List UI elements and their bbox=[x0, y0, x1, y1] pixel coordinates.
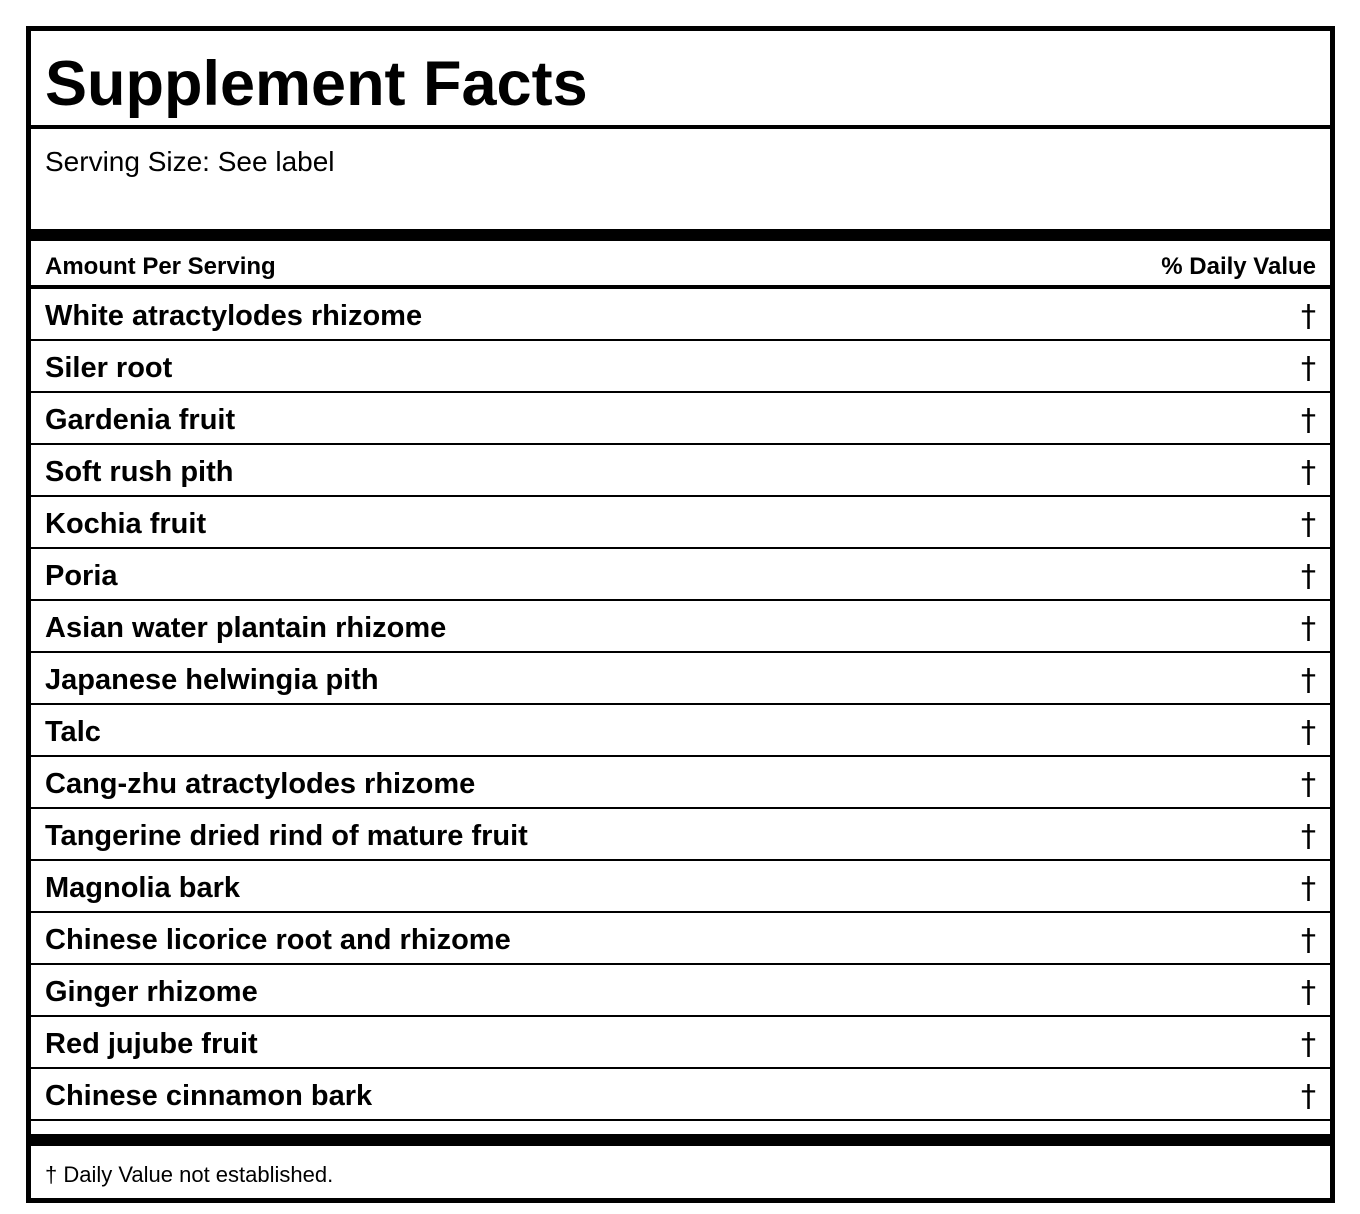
dagger-daily-value: † bbox=[1301, 767, 1316, 802]
ingredient-name: Soft rush pith bbox=[45, 456, 234, 488]
ingredient-row bbox=[31, 757, 1330, 809]
ingredient-name: Chinese licorice root and rhizome bbox=[45, 924, 511, 956]
dagger-daily-value: † bbox=[1301, 923, 1316, 958]
ingredient-name: Red jujube fruit bbox=[45, 1028, 258, 1060]
ingredient-name: Chinese cinnamon bark bbox=[45, 1080, 373, 1112]
ingredient-name: Tangerine dried rind of mature fruit bbox=[45, 820, 528, 852]
ingredient-row bbox=[31, 653, 1330, 705]
ingredient-name: White atractylodes rhizome bbox=[45, 300, 423, 332]
ingredient-row bbox=[31, 861, 1330, 913]
dagger-daily-value: † bbox=[1301, 455, 1316, 490]
dagger-daily-value: † bbox=[1301, 819, 1316, 854]
daily-value-header: % Daily Value bbox=[1161, 253, 1316, 280]
ingredient-row bbox=[31, 1017, 1330, 1069]
ingredient-row bbox=[31, 809, 1330, 861]
dagger-daily-value: † bbox=[1301, 871, 1316, 906]
ingredient-name: Gardenia fruit bbox=[45, 404, 236, 436]
ingredient-name: Japanese helwingia pith bbox=[45, 664, 379, 696]
dagger-daily-value: † bbox=[1301, 507, 1316, 542]
dagger-daily-value: † bbox=[1301, 663, 1316, 698]
dagger-daily-value: † bbox=[1301, 1027, 1316, 1062]
panel-title: Supplement Facts bbox=[45, 49, 588, 119]
ingredient-name: Siler root bbox=[45, 352, 173, 384]
dagger-daily-value: † bbox=[1301, 559, 1316, 594]
ingredient-row bbox=[31, 705, 1330, 757]
ingredient-name: Cang-zhu atractylodes rhizome bbox=[45, 768, 476, 800]
dagger-daily-value: † bbox=[1301, 975, 1316, 1010]
dagger-daily-value: † bbox=[1301, 715, 1316, 750]
ingredient-row bbox=[31, 497, 1330, 549]
bottom-thick-divider bbox=[31, 1134, 1330, 1146]
ingredient-row bbox=[31, 445, 1330, 497]
ingredient-name: Talc bbox=[45, 716, 101, 748]
dagger-daily-value: † bbox=[1301, 403, 1316, 438]
amount-per-serving-header: Amount Per Serving bbox=[45, 253, 276, 280]
ingredient-row bbox=[31, 913, 1330, 965]
ingredient-list bbox=[31, 289, 1330, 1121]
dagger-daily-value: † bbox=[1301, 299, 1316, 334]
ingredient-name: Magnolia bark bbox=[45, 872, 240, 904]
ingredient-name: Poria bbox=[45, 560, 118, 592]
ingredient-name: Asian water plantain rhizome bbox=[45, 612, 447, 644]
ingredient-row bbox=[31, 393, 1330, 445]
thick-divider bbox=[31, 229, 1330, 241]
ingredient-row bbox=[31, 601, 1330, 653]
supplement-facts-panel bbox=[26, 26, 1335, 1203]
ingredient-row bbox=[31, 289, 1330, 341]
ingredient-name: Kochia fruit bbox=[45, 508, 207, 540]
dagger-daily-value: † bbox=[1301, 351, 1316, 386]
dagger-daily-value: † bbox=[1301, 1079, 1316, 1114]
footnote: † Daily Value not established. bbox=[45, 1162, 334, 1187]
column-header-row bbox=[31, 241, 1330, 289]
ingredient-row bbox=[31, 341, 1330, 393]
ingredient-name: Ginger rhizome bbox=[45, 976, 258, 1008]
dagger-daily-value: † bbox=[1301, 611, 1316, 646]
title-block bbox=[31, 31, 1330, 129]
serving-size: Serving Size: See label bbox=[45, 146, 335, 177]
ingredient-row bbox=[31, 1069, 1330, 1121]
ingredient-row bbox=[31, 549, 1330, 601]
ingredient-row bbox=[31, 965, 1330, 1017]
